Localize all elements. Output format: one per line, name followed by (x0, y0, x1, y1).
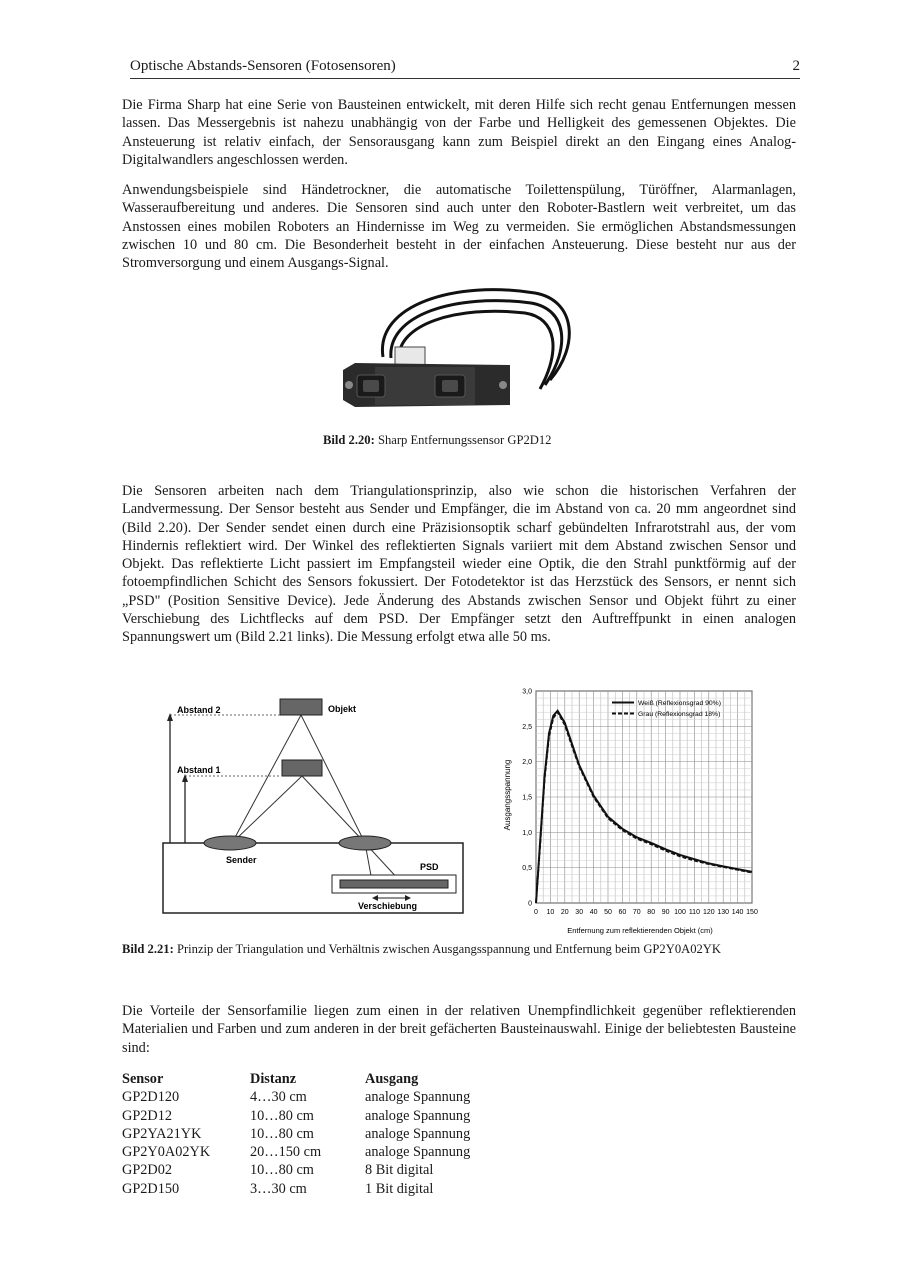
object-near (282, 760, 322, 776)
table-row (122, 1107, 525, 1125)
label-psd: PSD (420, 862, 439, 872)
sender-lens (204, 836, 256, 850)
y-tick-label: 2,5 (522, 723, 532, 731)
running-header (130, 58, 800, 79)
x-tick-label: 120 (702, 909, 715, 916)
chart-y-axis-label: Ausgangsspannung (503, 759, 512, 831)
table-row (122, 1088, 525, 1106)
y-tick-label: 3,0 (522, 688, 532, 696)
x-tick-label: 30 (575, 909, 584, 916)
cell-ausgang: analoge Spannung (365, 1144, 471, 1161)
x-tick-label: 80 (647, 909, 656, 916)
cell-ausgang: 1 Bit digital (365, 1180, 434, 1197)
figure-caption-2-20 (323, 432, 623, 448)
cell-sensor: GP2Y0A02YK (122, 1144, 211, 1161)
header-title: Optische Abstands-Sensoren (Fotosensoren) (130, 58, 396, 74)
x-tick-label: 50 (604, 909, 612, 916)
chart-grid (536, 691, 752, 903)
x-tick-label: 140 (731, 909, 744, 916)
cell-sensor: GP2D12 (122, 1107, 173, 1124)
figure-caption-text: Sharp Entfernungssensor GP2D12 (377, 433, 552, 447)
column-header-sensor: Sensor (122, 1071, 164, 1087)
table-row (122, 1161, 525, 1179)
x-tick-label: 130 (717, 909, 730, 916)
table-row (122, 1125, 525, 1143)
x-tick-label: 10 (546, 909, 555, 916)
cell-ausgang: 8 Bit digital (365, 1162, 434, 1179)
cell-sensor: GP2D02 (122, 1162, 173, 1179)
table-row (122, 1143, 525, 1161)
x-tick-label: 60 (618, 909, 627, 916)
cell-distanz: 20…150 cm (250, 1144, 322, 1161)
y-tick-label: 0,5 (522, 865, 532, 873)
y-tick-label: 2,0 (522, 759, 532, 767)
x-tick-label: 0 (534, 909, 538, 916)
figure-label: Bild 2.21: (122, 942, 174, 956)
paragraph-intro: Die Firma Sharp hat eine Serie von Bausteinen entwickelt, mit deren Hilfe sich recht genau Entfernungen messen lassen. Das Messergebnis ist nahezu unabhängig von der Farbe und Helligkeit des gemessenen Objektes. Die Ansteuerung ist relativ einfach, der Sensorausgang kann zum Beispiel direkt an den Eingang eines Analog-Digitalwandlers angeschlossen werden. (122, 97, 796, 168)
legend-label: Grau (Reflexionsgrad 18%) (638, 711, 721, 718)
column-header-distanz: Distanz (250, 1071, 297, 1087)
cell-distanz: 4…30 cm (250, 1089, 307, 1106)
cell-distanz: 10…80 cm (250, 1107, 314, 1124)
paragraph-triangulation: Die Sensoren arbeiten nach dem Triangulationsprinzip, also wie schon die historischen Verfahren der Landvermessung. Der Sensor besteht aus Sender und Empfänger, die im Abstand von ca. 20 mm angeordnet sind (Bild 2.20). Der Sender sendet einen durch eine Präzisionsoptik scharf gebündelten Infrarotstrahl aus, der vom Hindernis reflektiert wird. Der Winkel des reflektierten Signals variiert mit dem Abstand zwischen Sensor und Objekt. Das reflektierte Licht passiert im Empfangsteil wieder eine Optik, die den Strahl punktförmig auf der fotoempfindlichen Schicht des Sensors fokussiert. Der Fotodetektor ist das Herzstück des Sensors, er nennt sich „PSD" (Position Sensitive Device). Jede Änderung des Abstands zwischen Sensor und Objekt führt zu einer Verschiebung des Lichtflecks auf dem PSD. Der Empfänger setzt den Auftreffpunkt in einen analogen Spannungswert um (Bild 2.21 links). Die Messung erfolgt etwa alle 50 ms. (122, 483, 796, 646)
legend-label: Weiß (Reflexionsgrad 90%) (638, 700, 721, 707)
output-voltage-chart (490, 683, 765, 938)
x-tick-label: 20 (560, 909, 569, 916)
cell-sensor: GP2YA21YK (122, 1125, 202, 1142)
cell-sensor: GP2D120 (122, 1089, 180, 1106)
cell-distanz: 3…30 cm (250, 1180, 307, 1197)
cell-distanz: 10…80 cm (250, 1125, 314, 1142)
figure-label: Bild 2.20: (323, 433, 375, 447)
object-far (280, 699, 322, 715)
figure-caption-2-21 (122, 941, 796, 957)
chart-x-axis-label: Entfernung zum reflektierenden Objekt (cm) (567, 926, 713, 935)
page-number: 2 (792, 58, 800, 74)
label-objekt: Objekt (328, 704, 357, 714)
triangulation-diagram (160, 685, 470, 920)
table-row (122, 1180, 525, 1198)
y-tick-label: 1,0 (522, 829, 532, 837)
x-tick-label: 150 (746, 909, 758, 916)
figure-caption-text: Prinzip der Triangulation und Verhältnis zwischen Ausgangsspannung und Entfernung beim GP2Y0A02YK (176, 942, 721, 956)
label-verschiebung: Verschiebung (358, 901, 418, 911)
x-tick-label: 100 (674, 909, 686, 916)
x-tick-label: 40 (589, 909, 598, 916)
x-tick-label: 110 (688, 909, 700, 916)
sensor-table (122, 1070, 525, 1198)
cell-distanz: 10…80 cm (250, 1162, 314, 1179)
sensor-photo (335, 285, 575, 420)
cell-ausgang: analoge Spannung (365, 1125, 471, 1142)
label-sender: Sender (226, 855, 257, 865)
receiver-lens (339, 836, 391, 850)
y-tick-label: 0 (528, 900, 532, 908)
label-abstand-1: Abstand 1 (177, 765, 221, 775)
x-tick-label: 70 (632, 909, 641, 916)
psd-element (340, 880, 448, 888)
label-abstand-2: Abstand 2 (177, 705, 221, 715)
cell-sensor: GP2D150 (122, 1180, 180, 1197)
paragraph-applications: Anwendungsbeispiele sind Händetrockner, die automatische Toilettenspülung, Türöffner, Alarmanlagen, Wasseraufbereitung und anderes. Die Sensoren sind auch unter den Roboter-Bastlern weit verbreitet, um das Anstossen eines mobilen Roboters an Hindernisse im Weg zu vermeiden. Sie ermöglichen Abstandsmessungen zwischen 10 und 80 cm. Die Besonderheit besteht in der einfachen Ansteuerung. Diese besteht nur aus der Stromversorgung und einem Ausgangs-Signal. (122, 182, 796, 272)
cell-ausgang: analoge Spannung (365, 1107, 471, 1124)
paragraph-advantages: Die Vorteile der Sensorfamilie liegen zum einen in der relativen Unempfindlichkeit gegenüber reflektierenden Materialien und Farben und zum anderen in der breit gefächerten Bausteinauswahl. Einige der beliebtesten Bausteine sind: (122, 1003, 796, 1056)
table-header-row (122, 1070, 525, 1088)
cell-ausgang: analoge Spannung (365, 1089, 471, 1106)
x-tick-label: 90 (661, 909, 670, 916)
column-header-ausgang: Ausgang (365, 1071, 419, 1087)
y-tick-label: 1,5 (522, 794, 532, 802)
